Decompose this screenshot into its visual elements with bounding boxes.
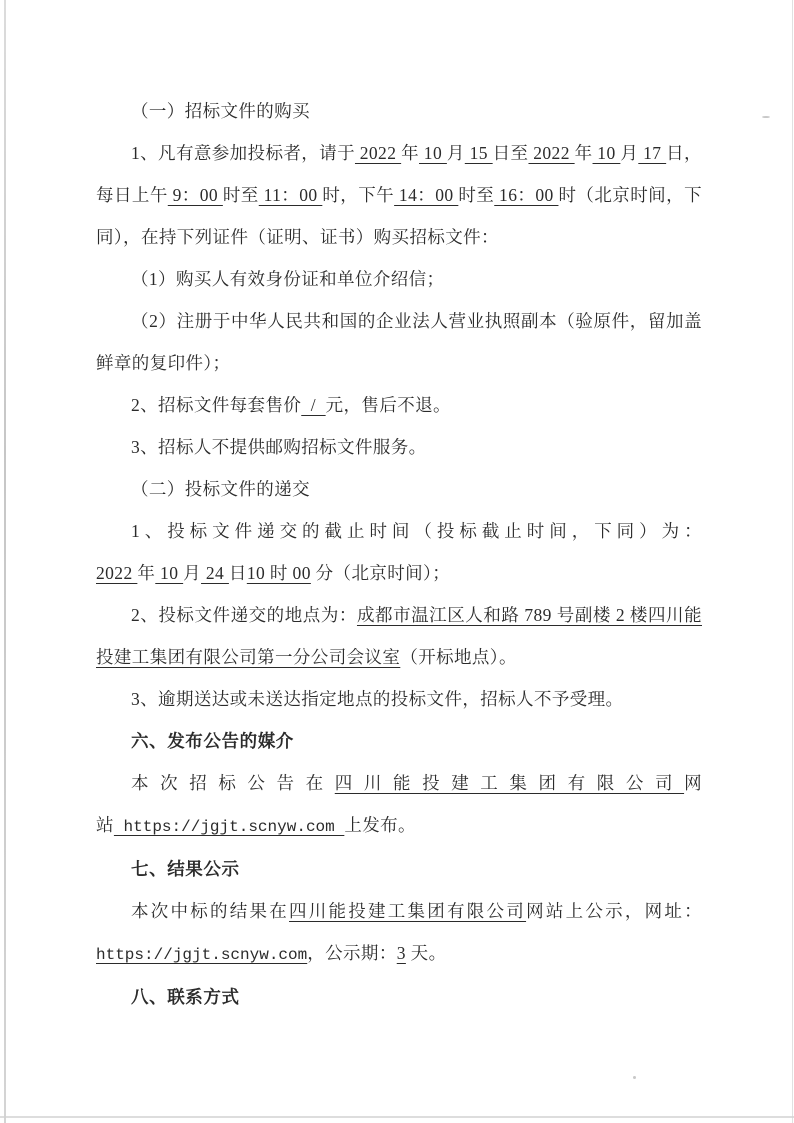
- scan-speck: [633, 1076, 636, 1079]
- section-heading-contact: 八、联系方式: [131, 987, 240, 1007]
- blank-day-end: 17: [638, 143, 667, 163]
- section-heading-announcement-media: 六、发布公告的媒介: [131, 731, 294, 751]
- para-credential-license: （2）注册于中华人民共和国的企业法人营业执照副本（验原件，留加盖鲜章的复印件）；: [96, 311, 702, 373]
- para-announcement-media: 本次招标公告在四川能投建工集团有限公司网站 https://jgjt.scnyw.com 上发布。: [96, 773, 702, 836]
- para-submission-location: 2、投标文件递交的地点为：成都市温江区人和路 789 号副楼 2 楼四川能投建工集团有限公司第一分公司会议室（开标地点）。: [96, 605, 702, 667]
- result-website-url: https://jgjt.scnyw.com: [96, 946, 308, 964]
- blank-deadline-time: 10 时 00: [246, 563, 311, 583]
- para-result-publicity: 本次中标的结果在四川能投建工集团有限公司网站上公示，网址：https://jgjt.scnyw.com，公示期：3 天。: [96, 901, 702, 964]
- blank-month-start: 10: [419, 143, 447, 163]
- blank-year-end: 2022: [528, 143, 575, 163]
- subsection-heading-submission-text: （二）投标文件的递交: [131, 479, 310, 499]
- blank-time-pm-start: 14：00: [394, 185, 459, 205]
- blank-day-start: 15: [464, 143, 493, 163]
- blank-time-pm-end: 16：00: [494, 185, 559, 205]
- para-credential-id: （1）购买人有效身份证和单位介绍信；: [131, 269, 445, 289]
- document-content: [96, 90, 702, 1018]
- para-late-delivery: 3、逾期送达或未送达指定地点的投标文件，招标人不予受理。: [131, 689, 624, 709]
- blank-address: 成都市温江区人和路 789 号副楼 2 楼四川能投建工集团有限公司第一分公司会议室: [96, 605, 702, 667]
- company-name: 四川能投建工集团有限公司: [289, 901, 527, 921]
- scan-bottom-edge-line: [0, 1116, 794, 1118]
- blank-time-am-start: 9：00: [167, 185, 223, 205]
- blank-publicity-days: 3: [396, 943, 406, 963]
- subsection-heading-submission: [96, 468, 702, 510]
- para-doc-price: 2、招标文件每套售价 / 元，售后不退。: [131, 395, 451, 415]
- blank-year-start: 2022: [354, 143, 402, 163]
- blank-month-end: 10: [592, 143, 621, 163]
- subsection-heading-purchase: [96, 90, 702, 132]
- blank-deadline-day: 24: [201, 563, 229, 583]
- para-no-mail-order: 3、招标人不提供邮购招标文件服务。: [131, 437, 427, 457]
- blank-time-am-end: 11：00: [258, 185, 323, 205]
- subsection-heading-purchase-text: （一）招标文件的购买: [131, 101, 310, 121]
- scan-speck: [762, 116, 770, 118]
- blank-price: /: [301, 395, 326, 415]
- scan-right-edge-line: [792, 0, 793, 1123]
- scan-left-edge-line: [4, 0, 6, 1123]
- blank-deadline-month: 10: [155, 563, 184, 583]
- para-purchase-schedule: 1、凡有意参加投标者，请于 2022 年 10 月 15 日至 2022 年 10 月 17 日，每日上午 9：00 时至 11：00 时，下午 14：00 时至 16：00 时（北京时间，下同），在持下列证件（证明、证书）购买招标文件：: [96, 143, 702, 247]
- company-name: 四川能投建工集团有限公司: [334, 773, 685, 793]
- announcement-website-url: https://jgjt.scnyw.com: [113, 818, 345, 836]
- para-submission-deadline: 1、投标文件递交的截止时间（投标截止时间，下同）为：2022 年 10 月 24 日10 时 00 分（北京时间）；: [96, 521, 702, 583]
- blank-deadline-year: 2022: [96, 563, 138, 583]
- section-heading-result-publicity: 七、结果公示: [131, 859, 240, 879]
